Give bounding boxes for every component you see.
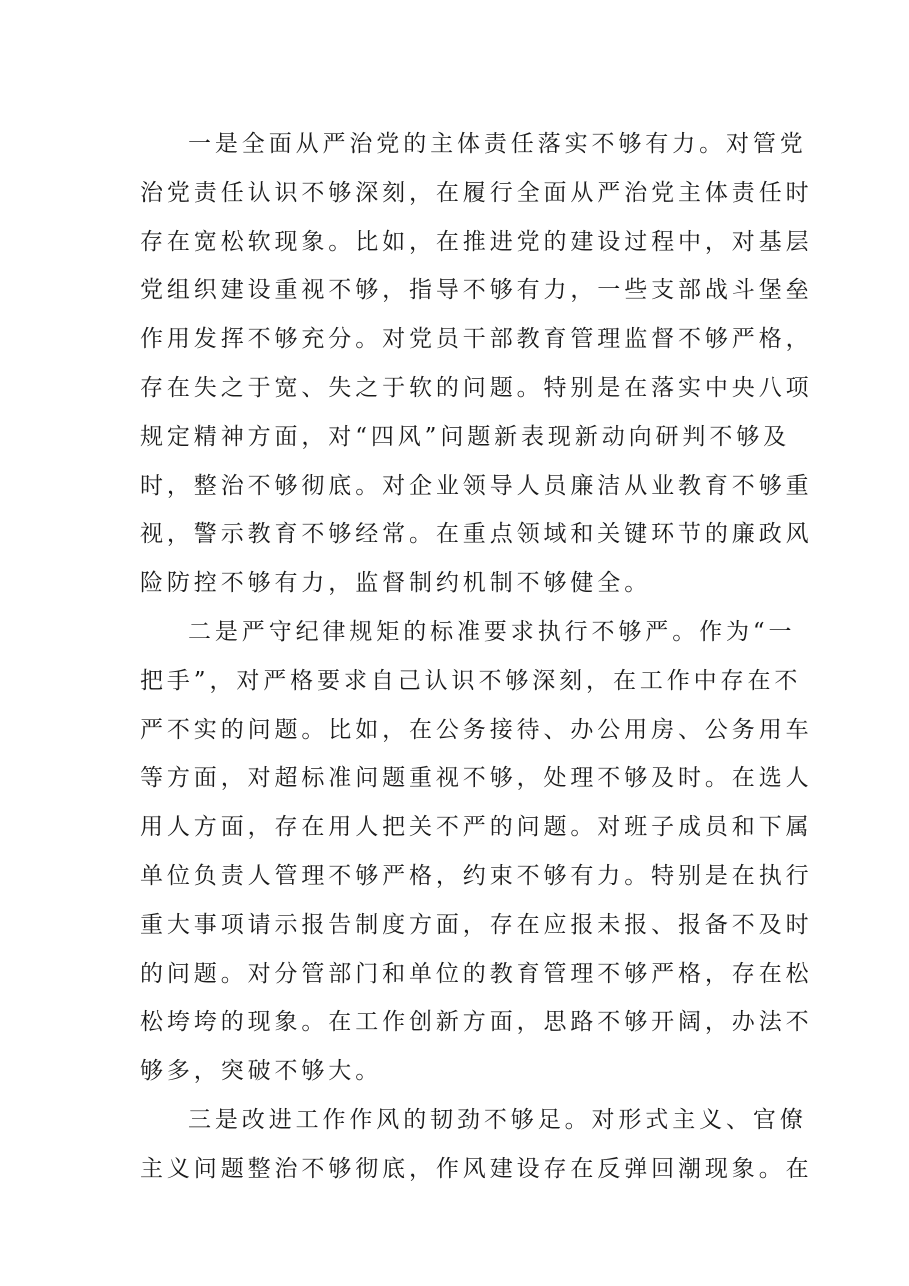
text-line: 存在失之于宽、失之于软的问题。特别是在落实中央八项 [140, 374, 813, 401]
text-line: 规定精神方面，对“四风”问题新表现新动向研判不够及 [140, 423, 791, 450]
text-line: 把手”，对严格要求自己认识不够深刻，在工作中存在不 [140, 667, 802, 694]
text-line: 二是严守纪律规矩的标准要求执行不够严。作为“一 [188, 618, 796, 645]
text-line: 严不实的问题。比如，在公务接待、办公用房、公务用车 [140, 716, 813, 743]
text-line: 单位负责人管理不够严格，约束不够有力。特别是在执行 [140, 862, 813, 889]
text-line: 险防控不够有力，监督制约机制不够健全。 [140, 570, 652, 597]
text-line: 党组织建设重视不够，指导不够有力，一些支部战斗堡垒 [140, 277, 813, 304]
text-line: 的问题。对分管部门和单位的教育管理不够严格，存在松 [140, 960, 813, 987]
text-line: 主义问题整治不够彻底，作风建设存在反弹回潮现象。在 [140, 1155, 813, 1182]
text-line: 用人方面，存在用人把关不严的问题。对班子成员和下属 [140, 814, 813, 841]
text-line: 作用发挥不够充分。对党员干部教育管理监督不够严格， [140, 326, 813, 353]
paragraph-3 [140, 1096, 813, 1194]
text-line: 松垮垮的现象。在工作创新方面，思路不够开阔，办法不 [140, 1009, 813, 1036]
text-line: 三是改进工作作风的韧劲不够足。对形式主义、官僚 [188, 1106, 807, 1133]
document-body [140, 120, 813, 1194]
text-line: 治党责任认识不够深刻，在履行全面从严治党主体责任时 [140, 179, 813, 206]
paragraph-2 [140, 608, 813, 1096]
text-line: 时，整治不够彻底。对企业领导人员廉洁从业教育不够重 [140, 472, 813, 499]
text-line: 存在宽松软现象。比如，在推进党的建设过程中，对基层 [140, 228, 813, 255]
text-line: 重大事项请示报告制度方面，存在应报未报、报备不及时 [140, 911, 813, 938]
paragraph-1 [140, 120, 813, 608]
text-line: 视，警示教育不够经常。在重点领域和关键环节的廉政风 [140, 521, 813, 548]
text-line: 等方面，对超标准问题重视不够，处理不够及时。在选人 [140, 765, 813, 792]
text-line: 一是全面从严治党的主体责任落实不够有力。对管党 [188, 131, 807, 157]
text-line: 够多，突破不够大。 [140, 1058, 383, 1085]
